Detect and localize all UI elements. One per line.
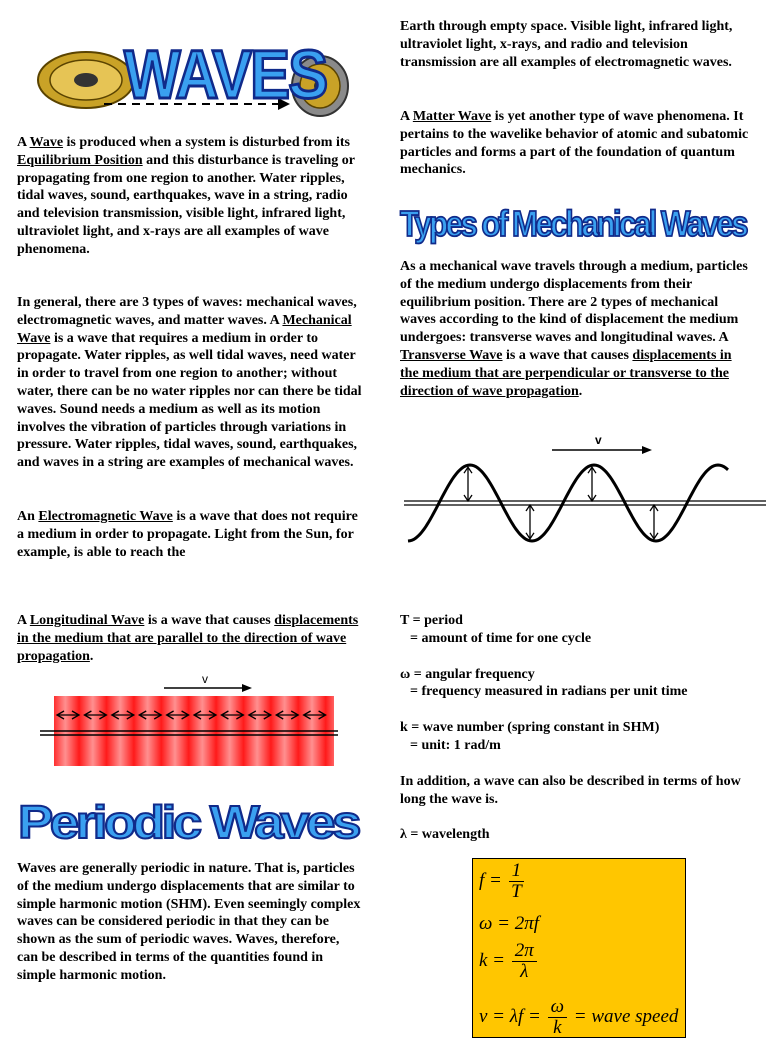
transverse-wave-curve [408,465,728,541]
formula-box [472,858,686,1038]
formula-wave-number: k = $\frac{2\pi}{\lambda}$ [479,941,539,982]
term-longitudinal-wave: Longitudinal Wave [29,613,145,628]
velocity-label-transverse: v [595,433,602,447]
film-reel-left-icon [38,52,134,108]
def-period-desc: = amount of time for one cycle [410,630,592,646]
right-paragraph-2: A Matter Wave is yet another type of wave phenomena. It pertains to the wavelike behavior of atomic and subatomic particles and forms a part of the foundation of quantum mechanics. [400,109,749,178]
def-wavelength: λ = wavelength [400,827,490,843]
formula-angular-frequency: ω = 2πf [479,913,540,934]
formula-wave-speed: v = λf = $\frac{\omega}{k}$ = wave speed [479,996,679,1038]
transverse-wave-diagram [404,430,770,550]
def-angular-frequency: ω = angular frequency [400,666,535,682]
longitudinal-definition: displacements in the medium that are parallel to the direction of wave propagation [17,613,359,664]
transverse-displacement-arrows [464,467,658,539]
types-of-mechanical-waves-title-art [396,190,752,250]
periodic-waves-title-art [12,780,364,852]
right-paragraph-3: As a mechanical wave travels through a medium, particles of the medium undergo displacements from their equilibrium position. There are 2 types of mechanical waves according to the kind of displacement the medium undergoes: transverse waves and longitudinal waves. A Transverse Wave is a wave that causes displacements in the medium that are perpendicular or transverse to the direction of wave propagation. [400,259,748,399]
left-paragraph-2: In general, there are 3 types of waves: mechanical waves, electromagnetic waves, and matter waves. A Mechanical Wave is a wave that requires a medium in order to propagate. Water ripples, as well tidal waves, need water in order to travel from one region to another; without water, there can be no water ripples nor can there be tidal waves. Sound needs a medium as well as its motion involves the vibration of particles through variations in pressure. Water ripples, tidal waves, sound, earthquakes, and waves in a string are examples of mechanical waves. [17,295,362,471]
velocity-label: v [202,672,208,686]
def-wave-number: k = wave number (spring constant in SHM) [400,720,660,736]
periodic-waves-title: Periodic Waves [18,796,360,848]
def-wave-number-desc: = unit: 1 rad/m [410,737,501,753]
def-angular-frequency-desc: = frequency measured in radians per unit time [410,684,688,700]
term-transverse-wave: Transverse Wave [400,347,503,363]
transverse-definition: displacements in the medium that are perpendicular or transverse to the direction of wave propagation [400,347,732,399]
wavelength-intro: In addition, a wave can also be described in terms of how long the wave is. [400,773,741,807]
types-of-mechanical-waves-title: Types of Mechanical Waves [400,203,748,244]
definitions [400,612,760,844]
term-equilibrium-position: Equilibrium Position [17,152,143,168]
def-period: T = period [400,613,463,628]
term-matter-wave: Matter Wave [412,109,492,124]
left-paragraph-5: Waves are generally periodic in nature. That is, particles of the medium undergo displacements that are similar to simple harmonic motion (SHM). Even seemingly complex waves can be considered periodic in that they can be shown as the sum of periodic waves. Waves, therefore, can be described in terms of the quantities found in simple harmonic motion. [17,861,361,983]
term-wave: Wave [29,135,64,150]
waves-title-art [34,22,354,122]
longitudinal-wave-diagram [38,670,338,770]
formula-frequency: f = $\frac{1}{T}$ [479,861,526,902]
waves-title: WAVES [124,34,327,113]
left-paragraph-1: A Wave is produced when a system is disturbed from its Equilibrium Position and this disturbance is traveling or propagating from one region to another. Water ripples, tidal waves, sound, earthquakes, wave in a string, radio and television transmission, visible light, infrared light, ultraviolet light, and x-rays are all examples of wave phenomena. [17,135,355,257]
right-paragraph-1: Earth through empty space. Visible light, infrared light, ultraviolet light, x-rays, and radio and television transmission are all examples of electromagnetic waves. [400,19,733,70]
left-paragraph-3: An Electromagnetic Wave is a wave that does not require a medium in order to propagate. Light from the Sun, for example, is able to reach the [17,509,358,560]
term-mechanical-wave: Mechanical Wave [17,312,352,346]
left-paragraph-4: A Longitudinal Wave is a wave that causes displacements in the medium that are parallel to the direction of wave propagation. [17,613,359,664]
term-electromagnetic-wave: Electromagnetic Wave [38,509,173,524]
